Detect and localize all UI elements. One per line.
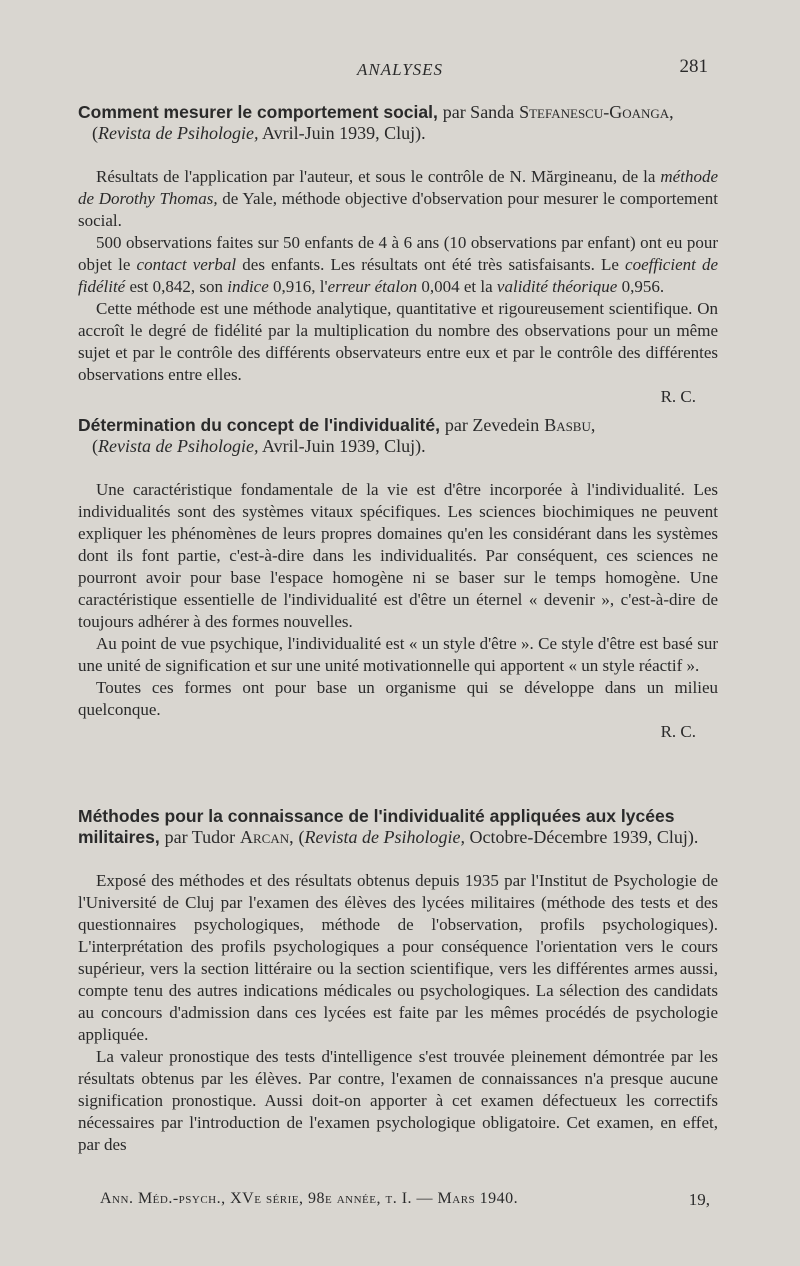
article-1-heading (78, 102, 718, 144)
text-run: 0,956. (617, 277, 665, 296)
text-run: Cette méthode est une méthode analytique, quantitative et rigoureusement scientifique. On accroît le degré de fidélité par la multiplication du nombre des observations pour un même sujet et par le contrôle des différents observateurs entre eux et par le contrôle des différentes observations entre elles. (78, 299, 718, 384)
article-1-body (78, 166, 718, 386)
article-signature: R. C. (660, 722, 696, 741)
source-journal: Revista de Psihologie, (98, 436, 259, 456)
paragraph: Une caractéristique fondamentale de la vie est d'être incorporée à l'individualité. Les individualités sont des systèmes vitaux spécifiques. Les sciences biochimiques ne peuvent expliquer les phénomènes de leurs propres domaines qu'en les considérant dans les systèmes dont ils font partie, c'est-à-dire dans les individualités. Par conséquent, ces sciences ne pourront avoir pour base l'espace homogène ni se baser sur le temps homogène. Une caractéristique essentielle de l'individualité est d'être un éternel « devenir », c'est-à-dire de toujours adhérer à des formes nouvelles. (78, 480, 718, 631)
article-title: Détermination du concept de l'individualité, (78, 415, 440, 435)
article-byline: par Sanda (442, 102, 515, 122)
article-3-body (78, 870, 718, 1156)
text-run: est 0,842, son (125, 277, 228, 296)
running-head (0, 56, 800, 86)
article-3-heading (78, 806, 718, 848)
italic-run: méthode de Dorothy Thomas, (78, 167, 718, 208)
article-signature: R. C. (660, 387, 696, 406)
italic-run: validité théorique (496, 277, 618, 296)
signature-mark: 19, (688, 1190, 710, 1209)
paragraph (78, 166, 718, 232)
article-source: (Revista de Psihologie, Avril-Juin 1939, Cluj). (92, 436, 426, 456)
article-title: Comment mesurer le comportement social, (78, 102, 438, 122)
article-2-heading (78, 415, 718, 457)
running-title: ANALYSES (356, 60, 444, 79)
page-footer (100, 1190, 720, 1214)
text-run: 500 observations faites sur 50 enfants de 4 à 6 ans (10 observations par enfant) ont eu pour objet le (78, 233, 718, 274)
paragraph: Au point de vue psychique, l'individualité est « un style d'être ». Ce style d'être est basé sur une unité de signification et sur une unité motivationnelle qui apportent « un style réactif ». (78, 634, 718, 675)
article-2 (78, 415, 718, 743)
article-source: (Revista de Psihologie, Octobre-Décembre 1939, Cluj). (298, 827, 699, 847)
source-date: Avril-Juin 1939, Cluj). (261, 436, 426, 456)
source-journal: Revista de Psihologie, (304, 827, 465, 847)
paragraph (78, 232, 718, 298)
italic-run: indice (227, 277, 269, 296)
article-1 (78, 102, 718, 408)
text-run: 0,916, l' (268, 277, 328, 296)
article-3 (78, 806, 718, 1156)
article-byline: par Tudor (164, 827, 236, 847)
paragraph (78, 298, 718, 386)
source-date: Avril-Juin 1939, Cluj). (261, 123, 426, 143)
article-source: (Revista de Psihologie, Avril-Juin 1939, Cluj). (92, 123, 426, 143)
source-date: Octobre-Décembre 1939, Cluj). (469, 827, 699, 847)
article-author: Arcan, (239, 827, 294, 847)
text-run: Résultats de l'application par l'auteur, et sous le contrôle de N. Mărgineanu, de la (96, 167, 661, 186)
italic-run: coefficient de fidélité (78, 255, 719, 296)
page-number: 281 (679, 56, 708, 77)
article-author: Stefanescu-Goanga, (519, 102, 674, 122)
paragraph: La valeur pronostique des tests d'intelligence s'est trouvée pleinement démontrée par les résultats obtenus par les élèves. Par contre, l'examen de connaissances n'a presque aucune signification pronostique. Aussi doit-on apporter à cet examen défectueux les correctifs nécessaires par l'introduction de l'examen psychologique obligatoire. Cet examen, en effet, par des (78, 1047, 718, 1154)
article-byline: par Zevedein (444, 415, 540, 435)
text-run: 0,004 et la (417, 277, 497, 296)
text-run: des enfants. Les résultats ont été très satisfaisants. Le (236, 255, 626, 274)
paragraph: Toutes ces formes ont pour base un organisme qui se développe dans un milieu quelconque. (78, 678, 718, 719)
paragraph: Exposé des méthodes et des résultats obtenus depuis 1935 par l'Institut de Psychologie de l'Université de Cluj par l'examen des élèves des lycées militaires (méthode des tests et des questionnaires psychologiques, méthode de l'observation, profils psychologiques). L'interprétation des profils psychologiques a pour conséquence l'orientation vers le cours supérieur, vers la section littéraire ou la section scientifique, vers les différentes armes aussi, compte tenu des autres indications médicales ou psychologiques. La sélection des candidats au concours d'admission dans ces lycées est faite par les mêmes procédés de psychologie appliquée. (78, 871, 718, 1044)
italic-run: contact verbal (136, 255, 237, 274)
article-author: Basbu, (544, 415, 596, 435)
source-journal: Revista de Psihologie, (98, 123, 259, 143)
italic-run: erreur étalon (327, 277, 418, 296)
text-run: de Yale, méthode objective d'observation pour mesurer le comportement social. (78, 189, 718, 230)
journal-citation: Ann. Méd.-psych., XVe série, 98e année, t. I. — Mars 1940. (100, 1190, 519, 1207)
article-2-body (78, 479, 718, 721)
article-title: Méthodes pour la connaissance de l'individualité appliquées aux lycées militaires, (78, 806, 675, 847)
